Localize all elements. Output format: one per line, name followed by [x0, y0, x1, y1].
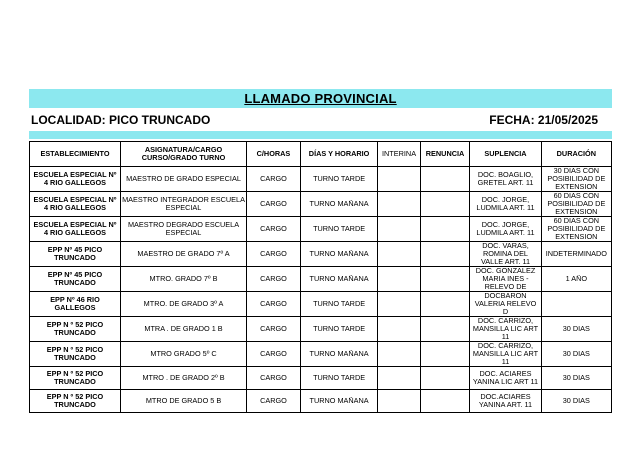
cell-establecimiento: [30, 317, 121, 342]
cell-dias: [300, 390, 378, 413]
cell-duracion: [541, 390, 611, 413]
cell-choras-text: CARGO: [260, 374, 287, 383]
cell-choras-text: CARGO: [260, 350, 287, 358]
cell-suplencia-text: DOC. CARRIZO, MANSILLA LIC ART 11: [472, 342, 539, 366]
cell-establecimiento: [30, 342, 121, 367]
cell-choras: [247, 292, 301, 317]
cell-dias-text: TURNO TARDE: [313, 175, 366, 183]
col-header-interina: INTERINA: [378, 142, 420, 167]
cell-suplencia-text: DOC. JORGE, LUDMILA ART. 11: [476, 221, 535, 237]
asignatura-header-line1: ASIGNATURA/CARGO: [144, 145, 223, 154]
cell-suplencia-text: DOC. VARAS, ROMINA DEL VALLE ART. 11: [480, 242, 531, 266]
cell-renuncia: [420, 267, 470, 292]
cell-dias: [300, 167, 378, 192]
cell-suplencia-text: DOC. GONZALEZ MARIA INES - RELEVO DE: [475, 267, 536, 291]
cell-renuncia: [420, 292, 470, 317]
cell-duracion: [541, 317, 611, 342]
cell-interina: [378, 192, 420, 217]
cell-dias: [300, 317, 378, 342]
cell-asignatura: [120, 367, 246, 390]
cell-dias-text: TURNO MAÑANA: [309, 200, 369, 208]
cell-establecimiento-text: EPP N º 52 PICO TRUNCADO: [46, 321, 104, 337]
cell-dias-text: TURNO MAÑANA: [309, 275, 369, 283]
cell-establecimiento-text: ESCUELA ESPECIAL Nº 4 RIO GALLEGOS: [33, 196, 117, 212]
cell-choras: [247, 242, 301, 267]
asignatura-header-line2: CURSO/GRADO TURNO: [141, 153, 226, 162]
cell-interina: [378, 217, 420, 242]
cell-suplencia: [470, 390, 541, 413]
cell-suplencia-text: DOC. ACIARES YANINA LIC ART 11: [472, 370, 539, 387]
cell-asignatura-text: MTRO . DE GRADO 2º B: [142, 374, 225, 383]
cell-choras-text: CARGO: [260, 250, 287, 258]
cell-asignatura: [120, 192, 246, 217]
cell-establecimiento: [30, 167, 121, 192]
cell-suplencia-text: DOC. CARRIZO, MANSILLA LIC ART 11: [472, 317, 539, 341]
cell-asignatura: [120, 167, 246, 192]
cell-renuncia: [420, 317, 470, 342]
cell-interina: [378, 292, 420, 317]
table-row: [30, 217, 612, 242]
cell-duracion: [541, 217, 611, 242]
cell-establecimiento-text: EPP Nº 45 PICO TRUNCADO: [47, 271, 103, 287]
cell-dias: [300, 267, 378, 292]
cell-duracion-text: 60 DIAS CON POSIBILIDAD DE EXTENSION: [547, 217, 606, 241]
cell-choras-text: CARGO: [260, 175, 287, 183]
cell-suplencia: [470, 192, 541, 217]
cell-establecimiento: [30, 292, 121, 317]
cell-choras-text: CARGO: [260, 397, 287, 406]
table-row: [30, 390, 612, 413]
cell-dias-text: TURNO TARDE: [313, 325, 366, 333]
cell-asignatura-text: MAESTRO DEGRADO ESCUELA ESPECIAL: [127, 221, 240, 237]
cell-establecimiento: [30, 390, 121, 413]
col-header-duracion: DURACIÓN: [541, 142, 611, 167]
cell-asignatura-text: MAESTRO DE GRADO ESPECIAL: [126, 175, 241, 183]
cell-interina: [378, 342, 420, 367]
cell-dias: [300, 217, 378, 242]
document-title: LLAMADO PROVINCIAL: [244, 91, 397, 106]
cell-choras-text: CARGO: [260, 225, 287, 233]
cell-suplencia-text: DOC. JORGE, LUDMILA ART. 11: [476, 196, 535, 212]
cell-suplencia-text: DOCBARON VALERIA RELEVO D: [474, 292, 537, 316]
cell-dias: [300, 342, 378, 367]
cell-asignatura-text: MAESTRO INTEGRADOR ESCUELA ESPECIAL: [122, 196, 245, 212]
cell-choras-text: CARGO: [260, 300, 287, 308]
cell-establecimiento: [30, 242, 121, 267]
cell-duracion: [541, 292, 611, 317]
cell-asignatura-text: MTRO GRADO 5º C: [150, 350, 217, 358]
cell-establecimiento-text: EPP N º 52 PICO TRUNCADO: [46, 393, 104, 410]
cell-asignatura: [120, 292, 246, 317]
cell-interina: [378, 167, 420, 192]
cell-duracion-text: 30 DIAS: [562, 325, 590, 333]
subheader: [29, 113, 612, 129]
col-header-choras: C/HORAS: [247, 142, 301, 167]
fecha-label: FECHA: 21/05/2025: [489, 113, 598, 127]
cell-duracion-text: 1 AÑO: [565, 275, 588, 283]
title-banner: [29, 89, 612, 108]
cell-establecimiento: [30, 267, 121, 292]
cell-renuncia: [420, 192, 470, 217]
table-row: [30, 242, 612, 267]
cell-asignatura-text: MTRO. GRADO 7º B: [149, 275, 218, 283]
cell-choras-text: CARGO: [260, 275, 287, 283]
cell-suplencia: [470, 267, 541, 292]
cell-duracion-text: 30 DIAS: [562, 374, 590, 383]
cell-suplencia: [470, 292, 541, 317]
cell-suplencia: [470, 367, 541, 390]
cell-choras-text: CARGO: [260, 200, 287, 208]
col-header-renuncia: RENUNCIA: [420, 142, 470, 167]
cell-choras: [247, 367, 301, 390]
cell-suplencia: [470, 217, 541, 242]
cell-dias: [300, 292, 378, 317]
cell-suplencia-text: DOC.ACIARES YANINA ART. 11: [478, 393, 533, 410]
cell-interina: [378, 317, 420, 342]
cell-dias-text: TURNO MAÑANA: [309, 250, 369, 258]
cell-dias-text: TURNO MAÑANA: [309, 350, 369, 358]
cell-renuncia: [420, 367, 470, 390]
table-row: [30, 342, 612, 367]
cell-dias-text: TURNO TARDE: [313, 225, 366, 233]
col-header-asignatura: [120, 142, 246, 167]
cell-dias: [300, 367, 378, 390]
cell-establecimiento-text: EPP N º 52 PICO TRUNCADO: [46, 370, 104, 387]
cell-establecimiento-text: ESCUELA ESPECIAL Nº 4 RIO GALLEGOS: [33, 221, 117, 237]
cell-duracion-text: 30 DIAS: [562, 397, 590, 406]
col-header-suplencia: SUPLENCIA: [470, 142, 541, 167]
table-row: [30, 192, 612, 217]
cell-renuncia: [420, 342, 470, 367]
cell-asignatura-text: MTRO DE GRADO 5 B: [145, 397, 222, 406]
divider-bar: [29, 131, 612, 139]
cell-choras: [247, 217, 301, 242]
cell-establecimiento-text: EPP N º 52 PICO TRUNCADO: [46, 346, 104, 362]
cell-asignatura-text: MTRA . DE GRADO 1 B: [144, 325, 223, 333]
cell-asignatura-text: MTRO. DE GRADO 3º A: [143, 300, 224, 308]
cell-duracion-text: 30 DIAS: [562, 350, 590, 358]
cell-renuncia: [420, 167, 470, 192]
llamado-table: [29, 141, 612, 413]
cell-interina: [378, 367, 420, 390]
cell-duracion: [541, 242, 611, 267]
cell-choras: [247, 317, 301, 342]
table-row: [30, 317, 612, 342]
cell-suplencia: [470, 342, 541, 367]
cell-suplencia: [470, 242, 541, 267]
cell-interina: [378, 242, 420, 267]
cell-asignatura: [120, 217, 246, 242]
cell-choras: [247, 192, 301, 217]
cell-dias: [300, 192, 378, 217]
cell-dias-text: TURNO MAÑANA: [309, 397, 369, 406]
table-row: [30, 167, 612, 192]
cell-suplencia-text: DOC. BOAGLIO, GRETEL ART. 11: [477, 171, 534, 187]
cell-establecimiento-text: EPP Nº 45 PICO TRUNCADO: [47, 246, 103, 262]
cell-duracion-text: 60 DIAS CON POSIBILIDAD DE EXTENSION: [547, 192, 606, 216]
cell-asignatura: [120, 342, 246, 367]
cell-asignatura: [120, 390, 246, 413]
cell-dias-text: TURNO TARDE: [313, 374, 366, 383]
cell-establecimiento-text: ESCUELA ESPECIAL Nº 4 RIO GALLEGOS: [33, 171, 117, 187]
col-header-dias: DÍAS Y HORARIO: [300, 142, 378, 167]
cell-interina: [378, 390, 420, 413]
cell-interina: [378, 267, 420, 292]
cell-duracion: [541, 267, 611, 292]
cell-establecimiento: [30, 192, 121, 217]
cell-suplencia: [470, 167, 541, 192]
table-row: [30, 367, 612, 390]
cell-asignatura-text: MAESTRO DE GRADO 7º A: [137, 250, 230, 258]
cell-asignatura: [120, 267, 246, 292]
cell-duracion: [541, 192, 611, 217]
cell-establecimiento: [30, 217, 121, 242]
cell-asignatura: [120, 317, 246, 342]
cell-choras: [247, 167, 301, 192]
col-header-establecimiento: ESTABLECIMIENTO: [30, 142, 121, 167]
cell-duracion: [541, 342, 611, 367]
cell-duracion: [541, 167, 611, 192]
cell-dias: [300, 242, 378, 267]
cell-choras: [247, 267, 301, 292]
cell-duracion-text: INDETERMINADO: [545, 250, 607, 258]
cell-renuncia: [420, 390, 470, 413]
cell-choras-text: CARGO: [260, 325, 287, 333]
cell-asignatura: [120, 242, 246, 267]
cell-choras: [247, 342, 301, 367]
cell-choras: [247, 390, 301, 413]
cell-establecimiento: [30, 367, 121, 390]
cell-renuncia: [420, 217, 470, 242]
localidad-label: LOCALIDAD: PICO TRUNCADO: [31, 113, 211, 127]
cell-suplencia: [470, 317, 541, 342]
cell-duracion: [541, 367, 611, 390]
cell-renuncia: [420, 242, 470, 267]
cell-duracion-text: 30 DIAS CON POSIBILIDAD DE EXTENSION: [547, 167, 606, 191]
cell-dias-text: TURNO TARDE: [313, 300, 366, 308]
table-row: [30, 267, 612, 292]
cell-establecimiento-text: EPP Nº 46 RIO GALLEGOS: [50, 296, 100, 312]
table-row: [30, 292, 612, 317]
table-header-row: [30, 142, 612, 167]
